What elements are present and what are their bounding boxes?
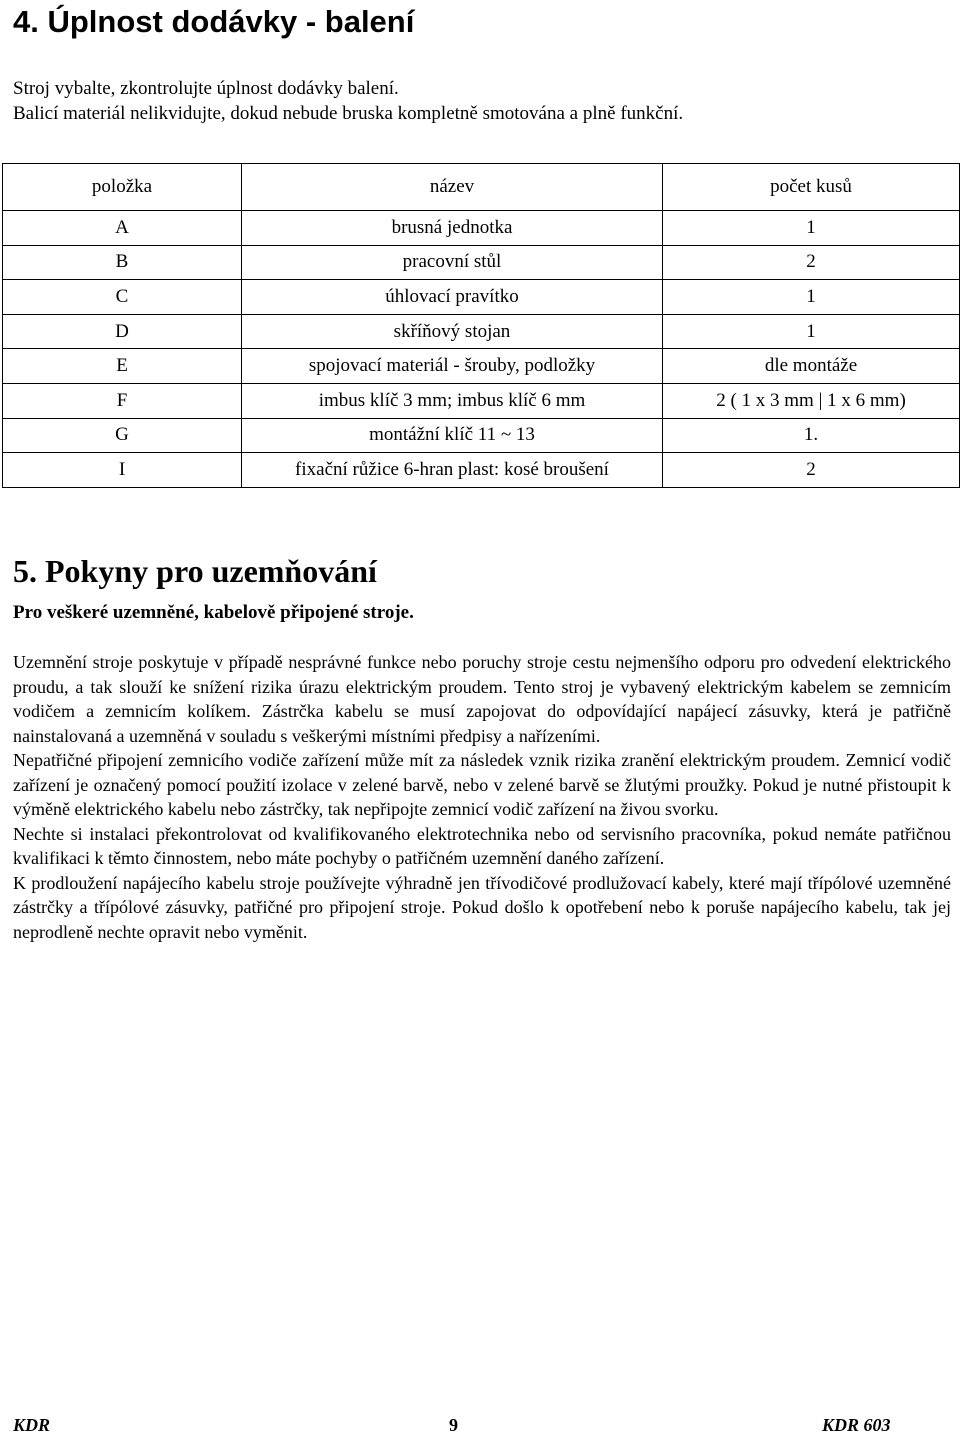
table-cell-name: pracovní stůl [242, 245, 663, 280]
column-header-name: název [242, 164, 663, 211]
table-cell-quantity: 1 [663, 211, 960, 246]
section-5-body [13, 650, 951, 944]
table-cell-name: spojovací materiál - šrouby, podložky [242, 349, 663, 384]
table-cell-quantity: 2 [663, 245, 960, 280]
table-cell-quantity: 2 ( 1 x 3 mm | 1 x 6 mm) [663, 383, 960, 418]
table-cell-name: fixační růžice 6-hran plast: kosé broušení [242, 453, 663, 488]
section-4-title: 4. Úplnost dodávky - balení [13, 4, 415, 39]
table-row [3, 383, 960, 418]
table-cell-name: úhlovací pravítko [242, 280, 663, 315]
table-cell-quantity: 1. [663, 418, 960, 453]
body-paragraph: K prodloužení napájecího kabelu stroje používejte výhradně jen třívodičové prodlužovací kabely, které mají třípólové uzemněné zástrčky a třípólové zásuvky, patřičné pro připojení stroje. Pokud došlo k opotřebení nebo k poruše napájecího kabelu, tak jej neprodleně nechte opravit nebo vyměnit. [13, 872, 951, 942]
body-paragraph: Nechte si instalaci překontrolovat od kvalifikovaného elektrotechnika nebo od servisního pracovníka, pokud nemáte patřičnou kvalifikaci k těmto činnostem, nebo máte pochyby o patřičném uzemnění daného zařízení. [13, 823, 951, 868]
footer-page-number: 9 [449, 1415, 458, 1435]
table-cell-quantity: dle montáže [663, 349, 960, 384]
table-row [3, 211, 960, 246]
section-4-intro [13, 76, 683, 126]
footer-right-label: KDR 603 [822, 1415, 891, 1435]
section-5-title: 5. Pokyny pro uzemňování [13, 553, 377, 589]
table-cell-item: B [3, 245, 242, 280]
table-row [3, 453, 960, 488]
table-header-row [3, 164, 960, 211]
table-row [3, 314, 960, 349]
column-header-quantity: počet kusů [663, 164, 960, 211]
body-paragraph: Uzemnění stroje poskytuje v případě nesprávné funkce nebo poruchy stroje cestu nejmenšího odporu pro odvedení elektrického proudu, a tak slouží ke snížení rizika úrazu elektrickým proudem. Tento stroj je vybavený elektrickým kabelem se zemnicím vodičem a zemnicím kolíkem. Zástrčka kabelu se musí zapojovat do odpovídající napájecí zásuvky, která je patřičně nainstalovaná a uzemněná v souladu s veškerými místními předpisy a nařízeními. [13, 652, 951, 746]
table-cell-item: A [3, 211, 242, 246]
intro-line: Stroj vybalte, zkontrolujte úplnost dodávky balení. [13, 78, 399, 99]
table-cell-quantity: 1 [663, 280, 960, 315]
table-cell-name: skříňový stojan [242, 314, 663, 349]
intro-line: Balicí materiál nelikvidujte, dokud nebude bruska kompletně smotována a plně funkční. [13, 103, 684, 124]
table-cell-item: E [3, 349, 242, 384]
table-row [3, 280, 960, 315]
table-cell-item: D [3, 314, 242, 349]
table-cell-item: I [3, 453, 242, 488]
table-cell-quantity: 2 [663, 453, 960, 488]
table-cell-item: F [3, 383, 242, 418]
table-row [3, 418, 960, 453]
table-row [3, 245, 960, 280]
section-5-subtitle: Pro veškeré uzemněné, kabelově připojené stroje. [13, 602, 414, 623]
table-row [3, 349, 960, 384]
column-header-item: položka [3, 164, 242, 211]
table-cell-quantity: 1 [663, 314, 960, 349]
delivery-contents-table [2, 163, 960, 488]
table-cell-name: imbus klíč 3 mm; imbus klíč 6 mm [242, 383, 663, 418]
table-cell-name: brusná jednotka [242, 211, 663, 246]
body-paragraph: Nepatřičné připojení zemnicího vodiče zařízení může mít za následek vznik rizika zranění elektrickým proudem. Zemnicí vodič zařízení je označený pomocí použití izolace v zelené barvě, nebo v zelené barvě se žlutými proužky. Pokud je nutné přistoupit k výměně elektrického kabelu nebo zástrčky, tak nepřipojte zemnicí vodič zařízení na živou svorku. [13, 750, 951, 819]
table-cell-item: G [3, 418, 242, 453]
table-cell-name: montážní klíč 11 ~ 13 [242, 418, 663, 453]
footer-left-label: KDR [13, 1415, 51, 1435]
table-cell-item: C [3, 280, 242, 315]
